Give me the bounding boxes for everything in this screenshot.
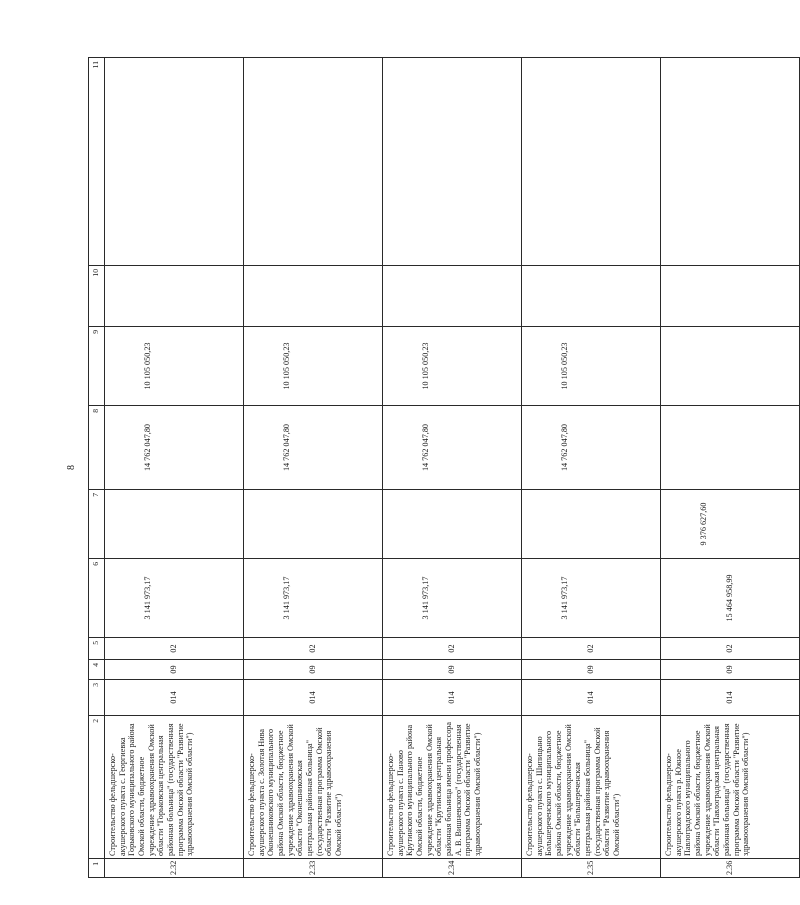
cell-col9: 10 105 050,23 — [383, 327, 522, 406]
row-number: 2.32 — [105, 859, 244, 878]
row-number: 2.34 — [383, 859, 522, 878]
cell-col4: 09 — [522, 660, 661, 680]
cell-col9: 10 105 050,23 — [522, 327, 661, 406]
cell-col11 — [244, 58, 383, 266]
cell-col9: 10 105 050,23 — [244, 327, 383, 406]
cell-col6: 3 141 973,17 — [105, 559, 244, 638]
cell-col6: 3 141 973,17 — [522, 559, 661, 638]
col-header-1: 1 — [89, 859, 105, 878]
cell-col4: 09 — [244, 660, 383, 680]
row-description: Строительство фельдшерско-акушерского пункта с. Георгиевка Горьковского муниципального района Омской области, бюджетное учреждение здравоохранения Омской области "Горьковская центральная районная больница" (государственная программа Омской области "Развитие здравоохранения Омской области") — [105, 716, 244, 859]
row-description: Строительство фельдшерско-акушерского пункта р. Южное Павлоградского муниципального района Омской области, бюджетное учреждение здравоохранения Омской области "Павлоградская центральная районная больница" (государственная программа Омской области "Развитие здравоохранения Омской области") — [661, 716, 800, 859]
cell-col10 — [661, 266, 800, 327]
row-number: 2.35 — [522, 859, 661, 878]
cell-col9 — [661, 327, 800, 406]
cell-col8: 14 762 047,80 — [244, 406, 383, 490]
row-description: Строительство фельдшерско-акушерского пункта с. Паново Крутинского муниципального района Омской области, бюджетное учреждение здравоохранения Омской области "Крутинская центральная районная больница имени профессора А. В. Вишневского" (государственная программа Омской области "Развитие здравоохранения Омской области") — [383, 716, 522, 859]
col-header-3: 3 — [89, 680, 105, 716]
table-row — [522, 58, 661, 878]
col-header-7: 7 — [89, 490, 105, 559]
cell-col4: 09 — [105, 660, 244, 680]
cell-col9: 10 105 050,23 — [105, 327, 244, 406]
cell-col11 — [383, 58, 522, 266]
table-row — [383, 58, 522, 878]
page-number: 8 — [66, 465, 77, 470]
col-header-9: 9 — [89, 327, 105, 406]
rotated-content — [60, 58, 751, 878]
cell-col10 — [522, 266, 661, 327]
table-row — [105, 58, 244, 878]
cell-col3: 014 — [383, 680, 522, 716]
cell-col5: 02 — [522, 638, 661, 660]
col-header-6: 6 — [89, 559, 105, 638]
cell-col6: 3 141 973,17 — [244, 559, 383, 638]
cell-col3: 014 — [244, 680, 383, 716]
col-header-10: 10 — [89, 266, 105, 327]
col-header-2: 2 — [89, 716, 105, 859]
cell-col7 — [383, 490, 522, 559]
cell-col8: 14 762 047,80 — [105, 406, 244, 490]
table-row — [244, 58, 383, 878]
row-description: Строительство фельдшерско-акушерского пункта с. Золотая Нива Оконешниковского муниципального района Омской области, бюджетное учреждение здравоохранения Омской области "Оконешниковская центральная районная больница" (государственная программа Омской области "Развитие здравоохранения Омской области") — [244, 716, 383, 859]
cell-col8: 14 762 047,80 — [522, 406, 661, 490]
cell-col4: 09 — [661, 660, 800, 680]
budget-table — [88, 57, 800, 878]
row-description: Строительство фельдшерско-акушерского пункта с. Шипицыно Большереченского муниципального района Омской области, бюджетное учреждение здравоохранения Омской области "Большереченская центральная районная больница" (государственная программа Омской области "Развитие здравоохранения Омской области") — [522, 716, 661, 859]
cell-col3: 014 — [661, 680, 800, 716]
cell-col7 — [105, 490, 244, 559]
cell-col5: 02 — [383, 638, 522, 660]
row-number: 2.33 — [244, 859, 383, 878]
col-header-11: 11 — [89, 58, 105, 266]
cell-col11 — [661, 58, 800, 266]
cell-col6: 15 464 958,99 — [661, 559, 800, 638]
col-header-8: 8 — [89, 406, 105, 490]
cell-col6: 3 141 973,17 — [383, 559, 522, 638]
header-row — [89, 58, 105, 878]
cell-col5: 02 — [661, 638, 800, 660]
cell-col5: 02 — [105, 638, 244, 660]
cell-col10 — [244, 266, 383, 327]
cell-col5: 02 — [244, 638, 383, 660]
cell-col11 — [522, 58, 661, 266]
col-header-5: 5 — [89, 638, 105, 660]
cell-col7: 9 376 627,60 — [661, 490, 800, 559]
cell-col10 — [383, 266, 522, 327]
table-row — [661, 58, 800, 878]
cell-col8: 14 762 047,80 — [383, 406, 522, 490]
cell-col7 — [244, 490, 383, 559]
cell-col3: 014 — [522, 680, 661, 716]
cell-col4: 09 — [383, 660, 522, 680]
row-number: 2.36 — [661, 859, 800, 878]
cell-col10 — [105, 266, 244, 327]
cell-col11 — [105, 58, 244, 266]
cell-col7 — [522, 490, 661, 559]
col-header-4: 4 — [89, 660, 105, 680]
cell-col8 — [661, 406, 800, 490]
cell-col3: 014 — [105, 680, 244, 716]
